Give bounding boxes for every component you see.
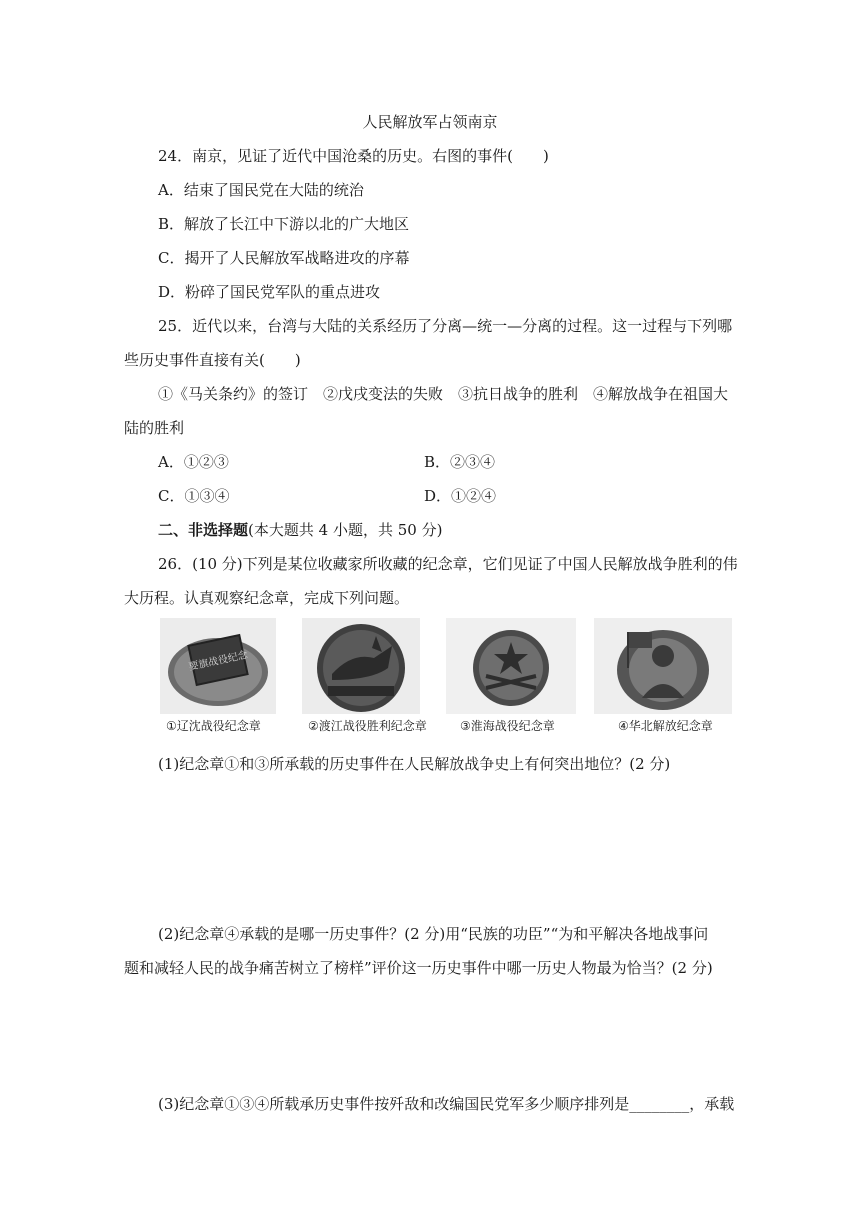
medal-3-caption: ③淮海战役纪念章	[460, 719, 555, 733]
q25-stem-line1: 25．近代以来，台湾与大陆的关系经历了分离—统一—分离的过程。这一过程与下列哪	[158, 317, 733, 335]
q25-option-d: D．①②④	[424, 487, 497, 505]
section2-heading	[158, 520, 442, 540]
medal-4-graphic	[594, 618, 732, 714]
section2-note: (本大题共 4 小题，共 50 分)	[248, 521, 443, 539]
q26-stem-line1: 26．(10 分)下列是某位收藏家所收藏的纪念章，它们见证了中国人民解放战争胜利的伟	[158, 555, 738, 573]
q25-items-line2: 陆的胜利	[124, 419, 185, 437]
q26-sub3-line1: (3)纪念章①③④所载承历史事件按歼敌和改编国民党军多少顺序排列是________，承载	[158, 1095, 735, 1113]
medal-1-lettering: 要旗战役纪念	[187, 649, 249, 674]
medal-1-image	[160, 618, 276, 714]
medal-2-graphic	[302, 618, 420, 714]
q26-sub2-line1: (2)纪念章④承载的是哪一历史事件？(2 分)用“民族的功臣”“为和平解决各地战事问	[158, 925, 709, 943]
q25-items-line1: ①《马关条约》的签订 ②戊戌变法的失败 ③抗日战争的胜利 ④解放战争在祖国大	[158, 385, 729, 403]
medal-2-caption: ②渡江战役胜利纪念章	[308, 719, 427, 733]
q24-stem: 24．南京，见证了近代中国沧桑的历史。右图的事件( )	[158, 147, 549, 165]
q25-option-a: A．①②③	[158, 453, 229, 471]
q26-stem-line2: 大历程。认真观察纪念章，完成下列问题。	[124, 589, 410, 607]
medal-gallery	[160, 618, 732, 740]
q24-option-d: D．粉碎了国民党军队的重点进攻	[158, 283, 381, 301]
q24-option-c: C．揭开了人民解放军战略进攻的序幕	[158, 249, 410, 267]
figure-caption: 人民解放军占领南京	[362, 113, 498, 131]
q25-option-c: C．①③④	[158, 487, 230, 505]
q26-sub1: (1)纪念章①和③所承载的历史事件在人民解放战争史上有何突出地位？(2 分)	[158, 755, 671, 773]
medal-1-caption: ①辽沈战役纪念章	[166, 719, 261, 733]
medal-1-graphic	[160, 618, 276, 714]
q24-option-b: B．解放了长江中下游以北的广大地区	[158, 215, 410, 233]
medal-2-image	[302, 618, 420, 714]
medal-4-image	[594, 618, 732, 714]
medal-3-image	[446, 618, 576, 714]
q26-sub2-line2: 题和减轻人民的战争痛苦树立了榜样”评价这一历史事件中哪一历史人物最为恰当？(2 分)	[124, 959, 713, 977]
q24-option-a: A．结束了国民党在大陆的统治	[158, 181, 364, 199]
section2-title: 二、非选择题	[158, 521, 249, 539]
q25-stem-line2: 些历史事件直接有关( )	[124, 351, 301, 369]
medal-4-caption: ④华北解放纪念章	[618, 719, 713, 733]
medal-3-graphic	[446, 618, 576, 714]
q25-option-b: B．②③④	[424, 453, 496, 471]
